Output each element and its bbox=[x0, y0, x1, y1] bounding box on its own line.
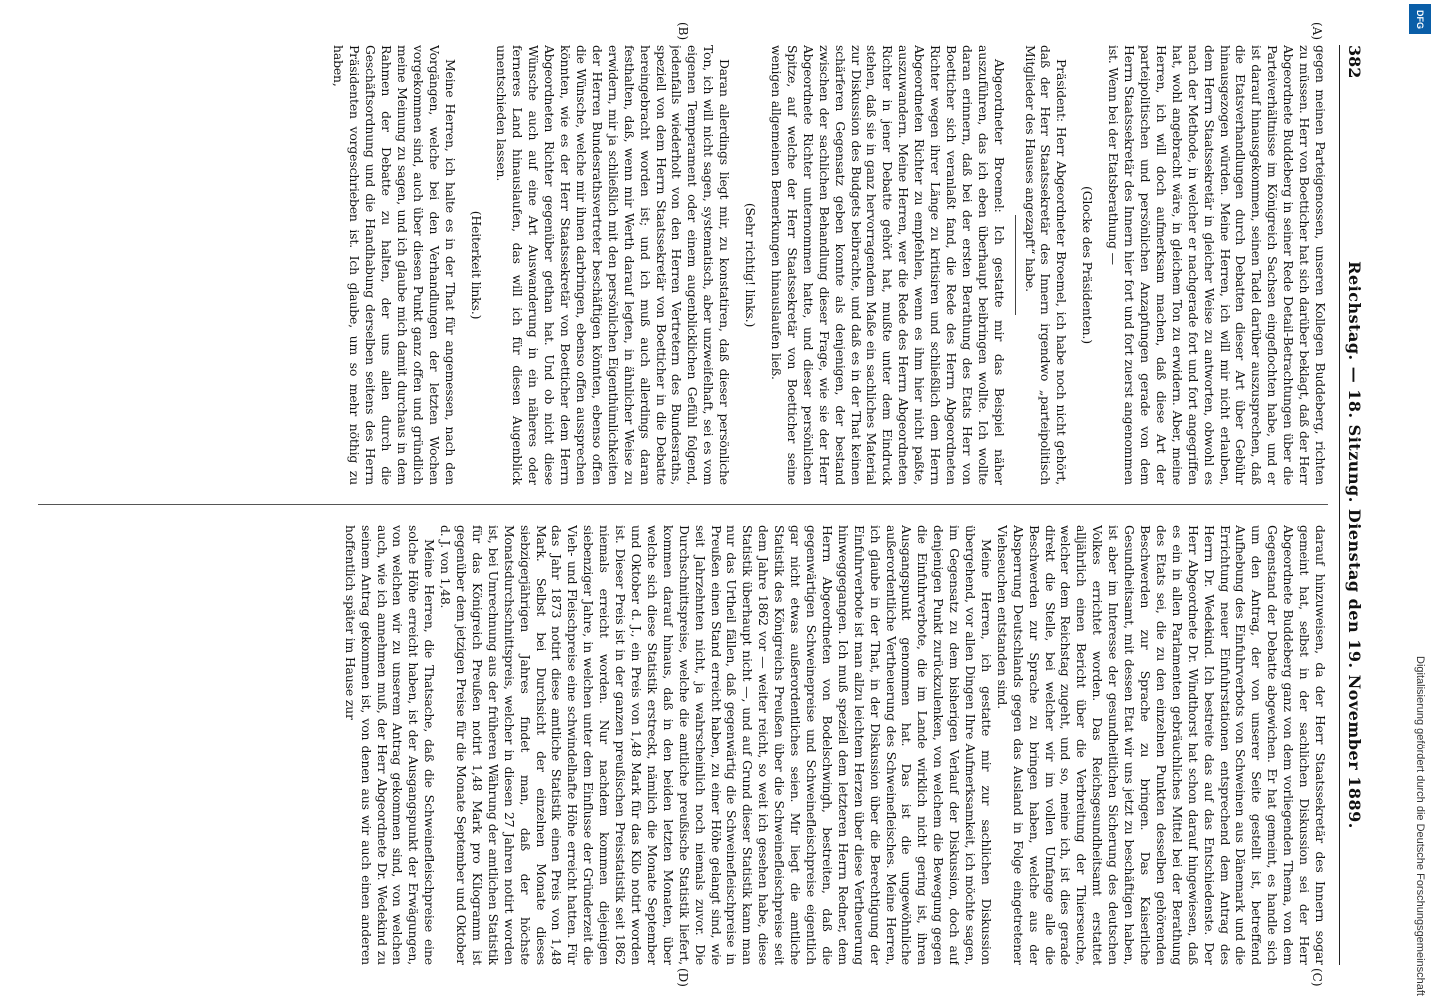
right-column bbox=[38, 525, 1328, 965]
right-paragraph-2: Meine Herren, ich gestatte mir zur sachlichen Diskussion übergehend, vor allen Dingen Ihre Aufmerksamkeit, ich möchte sagen, im Gegensatz zu dem bisherigen Verlauf der Diskussion, doch auf denjenigen Punkt zurückzulenken, von welchem die Bewegung gegen die Einfuhrverbote, die im Lande wirklich nicht gering ist, ihren Ausgangspunkt genommen hat. Das ist die ungewöhnliche außerordentliche Vertheuerung des Schweinefleisches. Meine Herren, ich glaube in der That, in der Diskussion über die Berechtigung der Einfuhrverbote ist man allzu leichtem Herzen über diese Vertheuerung hinweggegangen. Ich muß speziell dem letzteren Herrn Redner, dem Herrn Abgeordneten von Bodelschwingh, bestreiten, daß die gegenwärtigen Schweinepreise und Schweinefleischpreise eigentlich gar nicht etwas außerordentliches seien. Mir liegt die amtliche Statistik des Königreichs Preußen über die Schweinefleischpreise seit dem Jahre 1862 vor — weiter reicht, so weit ich gesehen habe, diese Statistik überhaupt nicht —, und auf Grund dieser Statistik kann man nur das Urtheil fällen, daß gegenwärtig die Schweinefleischpreise in Preußen einen Stand erreicht haben, zu einer Höhe gelangt sind, wie seit Jahrzehnten nicht, ja wahrscheinlich noch niemals zuvor. Die Durchschnittspreise, welche die amtliche preußische Statistik liefert, kommen darauf hinaus, daß in den beiden letzten Monaten, über welche sich diese Statistik erstreckt, nämlich die Monate September und Oktober d. J., ein Preis von 1,48 Mark für das Kilo notirt worden ist. Dieser Preis ist in der ganzen preußischen Preisstatistik seit 1862 niemals erreicht worden. Nur nachdem kommen diejenigen siebenziger Jahre, in welchen unter dem Einflusse der Gründerzeit die Vieh- und Fleischpreise eine schwindelhafte Höhe erreicht hatten. Für das Jahr 1873 notirt diese amtliche Statistik einen Preis von 1,48 Mark. Selbst bei Durchsicht der einzelnen Monate dieses siebzigerjährigen Jahres findet man, daß der höchste Monatsdurchschnittspreis, welcher in diesen 27 Jahren notirt worden ist, bei Umrechnung aus der früheren Währung der amtlichen Statistik für das Königreich Preußen notirt 1,48 Mark pro Kilogramm ist gegenüber dem jetzigen Preise für die Monate September und Oktober d. J. von 1,48. bbox=[438, 525, 994, 965]
watermark-text: Digitalisierung gefördert durch die Deutsche Forschungsgemeinschaft bbox=[1414, 656, 1426, 996]
president-bell: (Glocke des Präsidenten.) bbox=[1080, 186, 1096, 344]
column-divider bbox=[38, 504, 1328, 505]
applause-note: (Sehr richtig! links.) bbox=[743, 202, 759, 328]
margin-mark-b: (B) bbox=[676, 22, 690, 41]
left-paragraph-4: Meine Herren, ich halte es in der That für angemessen, nach den Vorgängen, welche bei den Verhandlungen der letzten Wochen vorgekommen sind, auch über diesen Punkt ganz offen und gründlich meine Meinung zu sagen, und ich glaube mich damit durchaus in dem Rahmen der Debatte zu halten, der uns allen durch die Geschäftsordnung und die Handhabung derselben seitens des Herrn Präsidenten vorgeschrieben ist. Ich glaube, um so mehr nöthig zu haben, bbox=[331, 45, 458, 485]
right-paragraph-1: darauf hinzuweisen, da der Herr Staatssekretär des Innern sogar gemeint hat, selbst in der sachlichen Diskussion sei der Herr Abgeordnete Buddeberg ganz von dem vorliegenden Thema, von dem Gegenstand der Debatte abgewichen. Er hat gemeint, es handle sich um den Antrag, der von unserer Seite gestellt ist, betreffend Aufhebung des Einfuhrverbots von Schweinen aus Dänemark und die Errichtung neuer Einfuhrstationen entsprechend dem Antrag des Herrn Dr. Wedekind. Ich bestreite das auf das Entschiedenste. Der Herr Abgeordnete Dr. Windthorst hat schon darauf hingewiesen, daß es ein in allen Parlamenten gebräuchliches Mittel bei der Berathung des Etats sei, die zu den einzelnen Punkten desselben gehörenden Beschwerden zur Sprache zu bringen. Das Kaiserliche Gesundheitsamt, mit dessen Etat wir uns jetzt zu beschäftigen haben, ist aber im Interesse der gesundheitlichen Sicherung des deutschen Volkes errichtet worden. Das Reichsgesundheitsamt erstattet alljährlich einen Bericht über die Verbreitung der Thierseuche, welcher dem Reichstag zugeht, und so, meine ich, ist dies gerade direkt die Stelle, bei welcher wir im vollen Umfange alle die Beschwerden zur Sprache zu bringen haben, welche aus der Absperrung Deutschlands gegen das Ausland in Folge eingetretener Viehseuchen entstanden sind. bbox=[994, 525, 1328, 965]
page-header bbox=[1339, 45, 1370, 965]
page-title: Reichstag. — 18. Sitzung. Dienstag den 19. November 1889. bbox=[1345, 261, 1364, 829]
margin-mark-a: (A) bbox=[1310, 22, 1324, 41]
speaker-separator bbox=[1015, 215, 1016, 315]
left-paragraph-1: gegen meinen Parteigenossen, unseren Kollegen Buddeberg, richten zu müssen. Herr von Boetticher hat sich darüber beklagt, daß der Herr Abgeordnete Buddeberg in seiner Rede Detail-Betrachtungen über die Parteiverhältnisse im Königreich Sachsen eingeflochten habe, und er ist darauf hinausgekommen, seinen Tadel darüber auszusprechen, daß die Etatsverhandlungen durch Debatten dieser Art über Gebühr hinausgezogen würden. Meine Herren, ich will mir nicht erlauben, dem Herrn Staatssekretär in gleicher Weise zu antworten, obwohl es nach der Methode, in welcher er nachgerade fort und fort angegriffen hat, wohl angebracht wäre, in gleichem Ton zu erwidern. Aber, meine Herren, ich will doch aufmerksam machen, daß diese Art der parteipolitischen und persönlichen Anzapfungen gerade von dem Herrn Staatssekretär des Innern hier fort und fort zuerst angenommen ist. Wenn bei der Etatsberathung — bbox=[1106, 45, 1328, 485]
margin-mark-c: (C) bbox=[1310, 968, 1324, 987]
page-number: 382 bbox=[1345, 45, 1364, 79]
watermark-strip bbox=[1408, 0, 1432, 1000]
dfg-logo: DFG bbox=[1409, 4, 1431, 34]
left-paragraph-3: Daran allerdings liegt mir, zu konstatiren, daß dieser persönliche Ton, ich will nicht sagen, systematisch, aber unzweifelhaft, sei es vom eigenen Temperament oder einem augenblicklichen Gefühl folgend, jedenfalls wiederholt von den Herren Vertretern des Bundesraths, speziell von dem Herrn Staatssekretär von Boetticher in die Debatte hereingebracht worden ist; und ich muß auch allerdings daran festhalten, daß, wenn mir Werth darauf legten, in ähnlicher Weise zu erwidern, mir ja schließlich mit den persönlichen Eigenthümlichkeiten der Herren Bundesrathsvertreter beschäftigen könnten, ebenso offen die Wünsche, welche mir ihnen darbringen, ebenso offen aussprechen könnten, wie es der Herr Staatssekretär von Boetticher dem Herrn Abgeordneten Richter gegenüber gethan hat. Und ob nicht diese Wünsche auch auf eine Art Auswanderung in ein näheres oder ferneres Land hinauslaufen, das will ich für diesen Augenblick unentschieden lassen. bbox=[494, 45, 733, 485]
left-column bbox=[38, 45, 1328, 485]
right-paragraph-3: Meine Herren, die Thatsache, daß die Schweinefleischpreise eine solche Höhe erreicht haben, ist der Ausgangspunkt der Erwägungen, von welchen wir zu unserem Antrag gekommen sind, von welchen auch, wie ich annehmen muß, der Herr Abgeordnete Dr. Wedekind zu seinem Antrag gekommen ist, von denen aus wir auch einen anderen hoffentlich später im Hause zur bbox=[342, 525, 438, 965]
president-remark: Präsident: Herr Abgeordneter Broemel, ich habe noch nicht gehört, daß der Herr Staatssekretär des Innern irgendwo „parteipolitisch Mitglieder des Hauses angezapft“ habe. bbox=[1022, 45, 1070, 485]
margin-mark-d: (D) bbox=[676, 968, 690, 987]
laughter-note: (Heiterkeit links.) bbox=[468, 210, 484, 320]
left-paragraph-2: Abgeordneter Broemel: Ich gestatte mir das Beispiel näher auszuführen, das ich eben überhaupt beibringen wollte. Ich wollte daran erinnern, daß bei der ersten Berathung des Etats Herr von Boetticher sich veranlaßt fand, die Rede des Herrn Abgeordneten Richter wegen ihrer Länge zu kritisiren und schließlich dem Herrn Abgeordneten Richter zu empfehlen, wenn es ihm hier nicht paßte, auszuwandern. Meine Herren, wer die Rede des Herrn Abgeordneten Richter in jener Debatte gehört hat, mußte unter dem Eindruck stehen, daß sie in ganz hervorragendem Maße ein sachliches Material zur Diskussion des Budgets beibrachte, und daß es in der That keinen schärferen Gegensatz geben konnte als denjenigen, der bestand zwischen der sachlichen Behandlung dieser Frage, wie sie der Herr Abgeordnete Richter unternommen hatte, und dieser persönlichen Spitze, auf welche der Herr Staatssekretär von Boetticher seine wenigen allgemeinen Bemerkungen hinauslaufen ließ. bbox=[769, 45, 1007, 485]
